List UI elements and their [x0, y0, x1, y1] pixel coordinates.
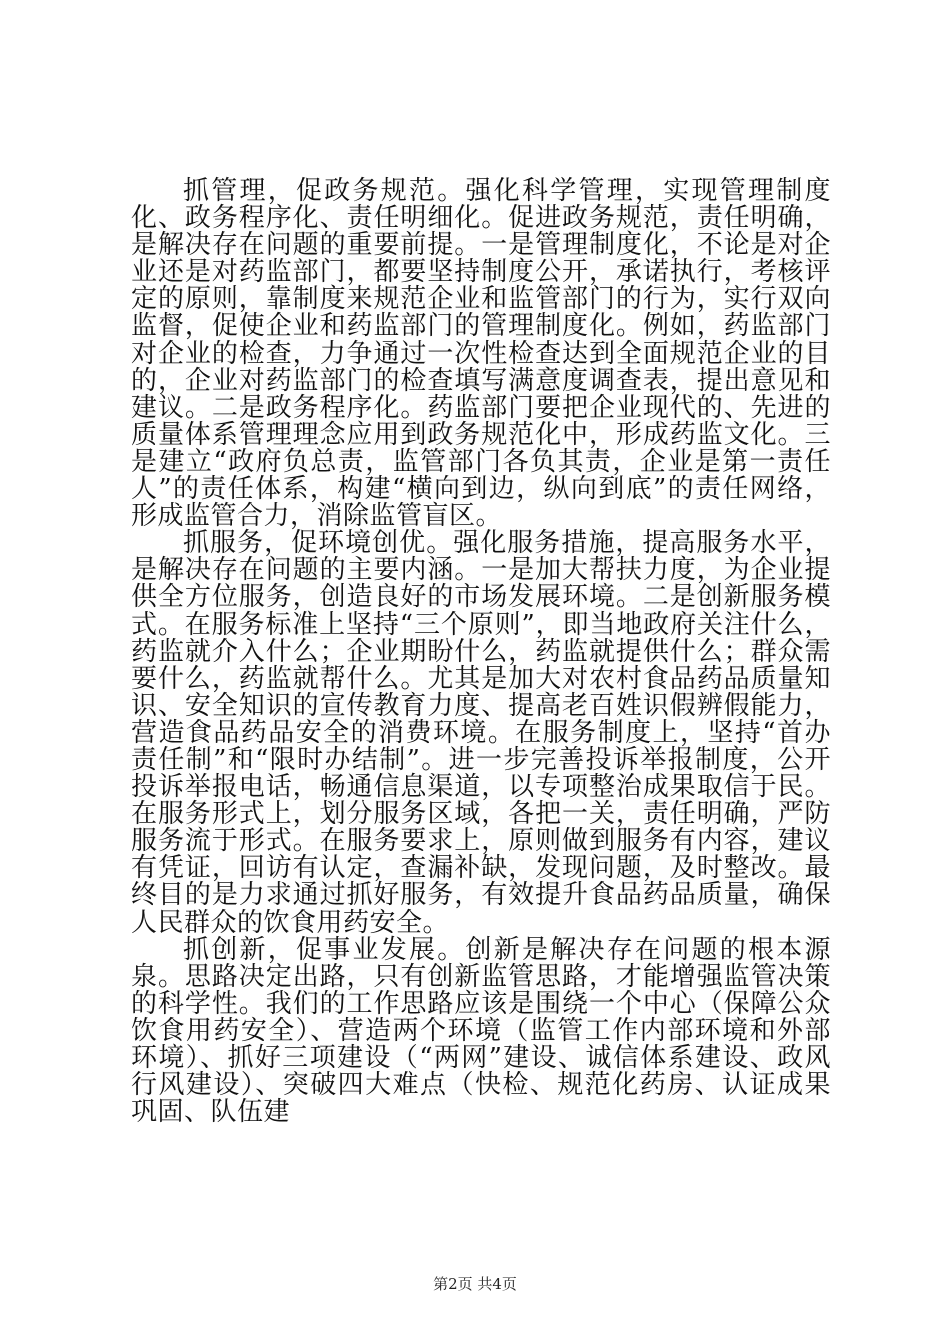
paragraph-management: 抓管理，促政务规范。强化科学管理，实现管理制度化、政务程序化、责任明细化。促进政务规范，责任明确，是解决存在问题的重要前提。一是管理制度化，不论是对企业还是对药监部门，都要坚持制度公开，承诺执行，考核评定的原则，靠制度来规范企业和监管部门的行为，实行双向监督，促使企业和药监部门的管理制度化。例如，药监部门对企业的检查，力争通过一次性检查达到全面规范企业的目的，企业对药监部门的检查填写满意度调查表，提出意见和建议。二是政务程序化。药监部门要把企业现代的、先进的质量体系管理理念应用到政务规范化中，形成药监文化。三是建立“政府负总责，监管部门各负其责，企业是第一责任人”的责任体系，构建“横向到边，纵向到底”的责任网络，形成监管合力，消除监管盲区。 — [131, 176, 831, 532]
page-footer: 第2页 共4页 — [433, 1275, 517, 1293]
paragraph-innovation: 抓创新，促事业发展。创新是解决存在问题的根本源泉。思路决定出路，只有创新监管思路，才能增强监管决策的科学性。我们的工作思路应该是围绕一个中心（保障公众饮食用药安全）、营造两个环境（监管工作内部环境和外部环境）、抓好三项建设（“两网”建设、诚信体系建设、政风行风建设）、突破四大难点（快检、规范化药房、认证成果巩固、队伍建 — [131, 934, 831, 1128]
paragraph-service: 抓服务，促环境创优。强化服务措施，提高服务水平，是解决存在问题的主要内涵。一是加大帮扶力度，为企业提供全方位服务，创造良好的市场发展环境。二是创新服务模式。在服务标准上坚持“三个原则”，即当地政府关注什么，药监就介入什么；企业期盼什么，药监就提供什么；群众需要什么，药监就帮什么。尤其是加大对农村食品药品质量知识、安全知识的宣传教育力度、提高老百姓识假辨假能力，营造食品药品安全的消费环境。在服务制度上，坚持“首办责任制”和“限时办结制”。进一步完善投诉举报制度，公开投诉举报电话，畅通信息渠道，以专项整治成果取信于民。在服务形式上，划分服务区域，各把一关，责任明确，严防服务流于形式。在服务要求上，原则做到服务有内容，建议有凭证，回访有认定，查漏补缺，发现问题，及时整改。最终目的是力求通过抓好服务，有效提升食品药品质量，确保人民群众的饮食用药安全。 — [131, 528, 831, 938]
body-text — [131, 178, 831, 1126]
